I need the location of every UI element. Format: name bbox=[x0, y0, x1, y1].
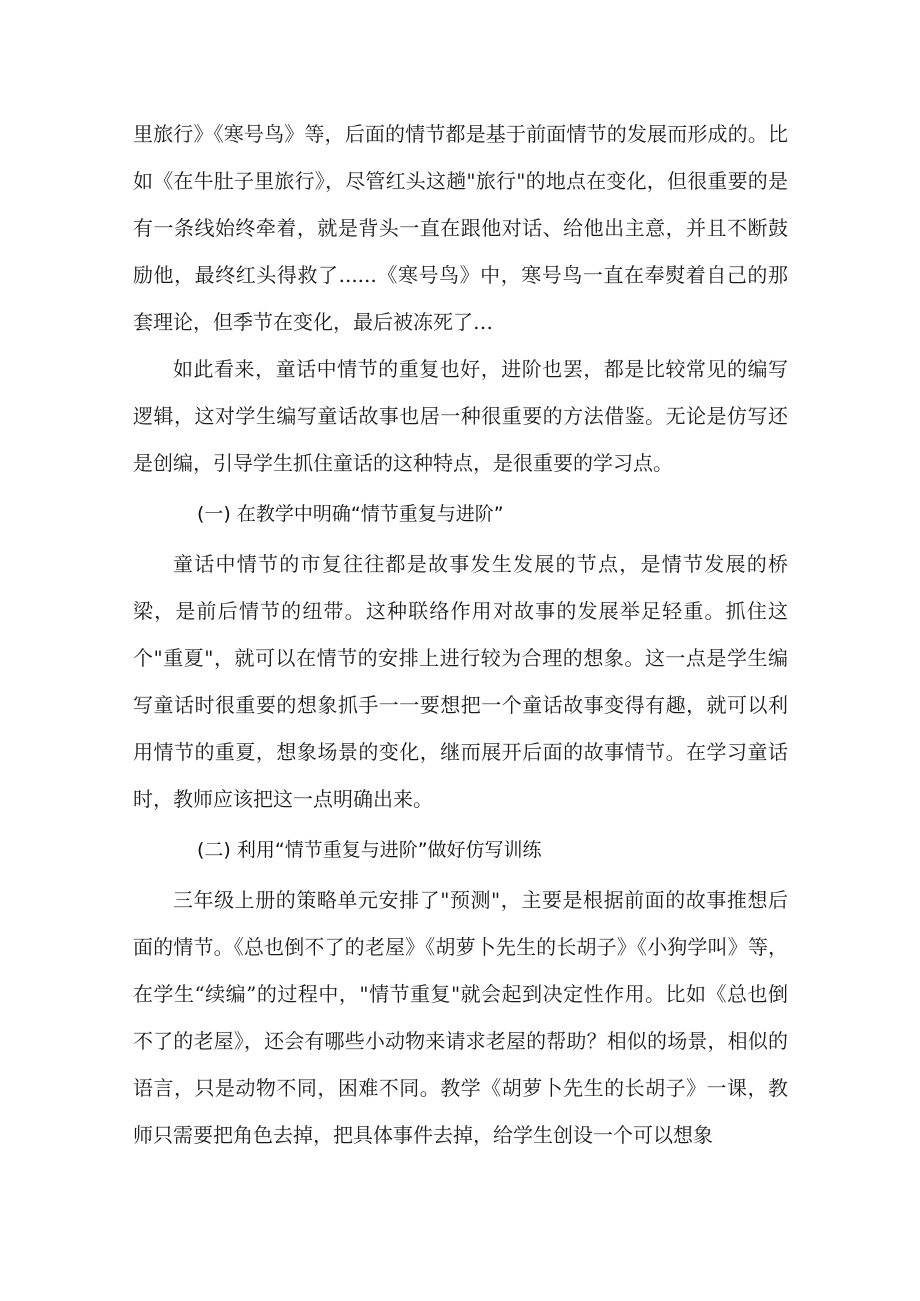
paragraph-4: 三年级上册的策略单元安排了"预测"，主要是根据前面的故事推想后面的情节。《总也倒不了的老屋》《胡萝卜先生的长胡子》《小狗学叫》等，在学生“续编”的过程中，"情节重复"就会起到决定性作用。比如《总也倒不了的老屋》，还会有哪些小动物来请求老屋的帮助？相似的场景，相似的语言，只是动物不同，困难不同。教学《胡萝卜先生的长胡子》一课，教师只需要把角色去掉，把具体事件去掉，给学生创设一个可以想象 bbox=[133, 888, 788, 1147]
section-heading-1: (一) 在教学中明确“情节重复与进阶” bbox=[197, 503, 504, 525]
paragraph-2: 如此看来，童话中情节的重复也好，进阶也罢，都是比较常见的编写逻辑，这对学生编写童话故事也居一种很重要的方法借鉴。无论是仿写还是创编，引导学生抓住童话的这种特点，是很重要的学习点。 bbox=[133, 357, 788, 475]
paragraph-1: 里旅行》《寒号鸟》等，后面的情节都是基于前面情节的发展而形成的。比如《在牛肚子里旅行》，尽管红头这趟"旅行"的地点在变化，但很重要的是有一条线始终牵着，就是背头一直在跟他对话、给他出主意，并且不断鼓励他，最终红头得救了......《寒号鸟》中，寒号鸟一直在奉熨着自己的那套理论，但季节在变化，最后被冻死了… bbox=[133, 122, 788, 334]
section-heading-2: (二) 利用“情节重复与进阶”做好仿写训练 bbox=[197, 839, 542, 861]
document-body bbox=[133, 111, 788, 1159]
paragraph-3: 童话中情节的市复往往都是故事发生发展的节点，是情节发展的桥梁，是前后情节的纽带。这种联络作用对故事的发展举足轻重。抓住这个"重夏"，就可以在情节的安排上进行较为合理的想象。这一点是学生编写童话时很重要的想象抓手一一要想把一个童话故事变得有趣，就可以利用情节的重夏，想象场景的变化，继而展开后面的故事情节。在学习童话时，教师应该把这一点明确出来。 bbox=[133, 552, 788, 811]
